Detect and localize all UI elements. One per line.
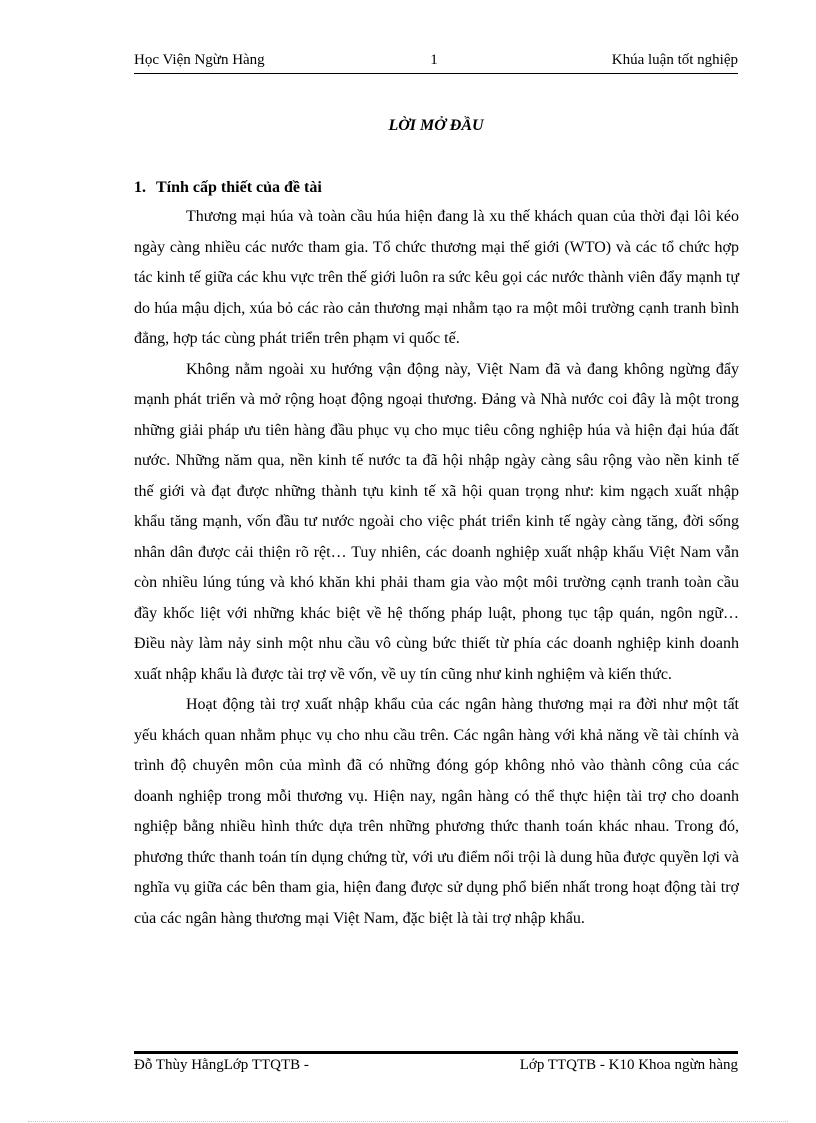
footer-divider [134, 1051, 738, 1054]
page-edge [28, 1121, 788, 1122]
section-number: 1. [134, 179, 146, 196]
paragraph: Hoạt động tài trợ xuất nhập khẩu của các ngân hàng thương mại ra đời như một tất yếu khách quan nhằm phục vụ cho nhu cầu trên. Các ngân hàng với khả năng về tài chính và trình độ chuyên môn của mình đã có những đóng góp không nhỏ vào thành công của các doanh nghiệp trong mỗi thương vụ. Hiện nay, ngân hàng có thể thực hiện tài trợ cho doanh nghiệp bằng nhiều hình thức dựa trên những phương thức thanh toán khác nhau. Trong đó, phương thức thanh toán tín dụng chứng từ, với ưu điểm nổi trội là dung hũa được quyền lợi và nghĩa vụ giữa các bên tham gia, hiện đang được sử dụng phổ biến nhất trong hoạt động tài trợ của các ngân hàng thương mại Việt Nam, đặc biệt là tài trợ nhập khẩu. [134, 696, 739, 927]
paragraph: Thương mại húa và toàn cầu húa hiện đang là xu thế khách quan của thời đại lôi kéo ngày càng nhiều các nước tham gia. Tổ chức thương mại thế giới (WTO) và các tổ chức hợp tác kinh tế giữa các khu vực trên thế giới luôn ra sức kêu gọi các nước thành viên đẩy mạnh tự do húa mậu dịch, xúa bỏ các rào cản thương mại nhằm tạo ra một môi trường cạnh tranh bình đẳng, hợp tác cùng phát triển trên phạm vi quốc tế. [134, 208, 739, 347]
footer-class: Lớp TTQTB - K10 Khoa ngừn hàng [519, 1057, 738, 1073]
section-title: Tính cấp thiết của đề tài [156, 179, 322, 196]
page-title: LỜI MỞ ĐẦU [388, 117, 484, 134]
page-number: 1 [430, 52, 438, 68]
page-footer [134, 1055, 738, 1077]
footer-author: Đỗ Thùy HằngLớp TTQTB - [134, 1057, 309, 1073]
header-document-type: Khúa luận tốt nghiệp [611, 52, 738, 68]
body-text [134, 202, 739, 934]
page-header [134, 50, 738, 72]
header-divider [134, 73, 738, 74]
section-heading [134, 177, 322, 199]
paragraph: Không nằm ngoài xu hướng vận động này, Việt Nam đã và đang không ngừng đẩy mạnh phát triển và mở rộng hoạt động ngoại thương. Đảng và Nhà nước coi đây là một trong những giải pháp ưu tiên hàng đầu phục vụ cho mục tiêu công nghiệp húa và hiện đại húa đất nước. Những năm qua, nền kinh tế nước ta đã hội nhập ngày càng sâu rộng vào nền kinh tế thế giới và đạt được những thành tựu kinh tế xã hội quan trọng như: kim ngạch xuất nhập khẩu tăng mạnh, vốn đầu tư nước ngoài cho việc phát triển kinh tế ngày càng tăng, đời sống nhân dân được cải thiện rõ rệt… Tuy nhiên, các doanh nghiệp xuất nhập khẩu Việt Nam vẫn còn nhiều lúng túng và khó khăn khi phải tham gia vào một môi trường cạnh tranh toàn cầu đầy khốc liệt với những khác biệt về hệ thống pháp luật, phong tục tập quán, ngôn ngữ… Điều này làm nảy sinh một nhu cầu vô cùng bức thiết từ phía các doanh nghiệp kinh doanh xuất nhập khẩu là được tài trợ về vốn, về uy tín cũng như kinh nghiệm và kiến thức. [134, 360, 739, 683]
header-institution: Học Viện Ngừn Hàng [134, 52, 265, 68]
